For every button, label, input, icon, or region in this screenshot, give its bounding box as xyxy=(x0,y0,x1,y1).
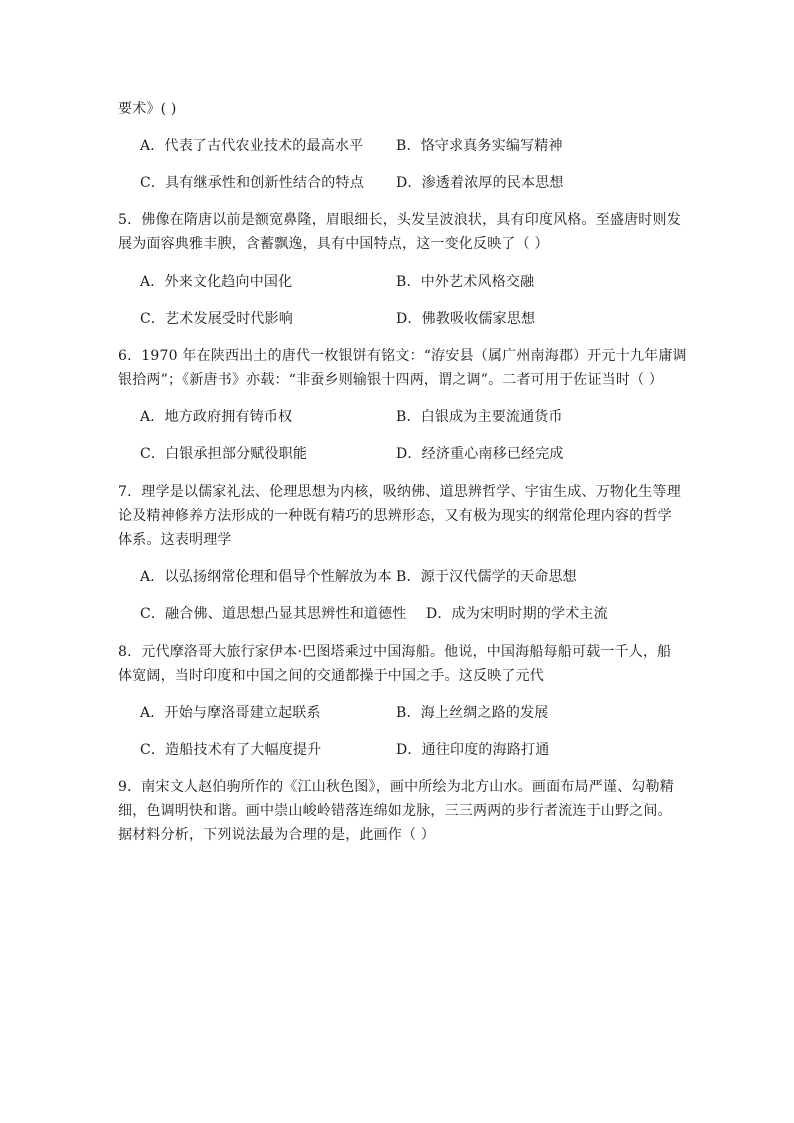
q5-option-c[interactable]: C．艺术发展受时代影响 xyxy=(140,311,293,327)
q7-stem-line3: 体系。这表明理学 xyxy=(118,532,232,548)
q6-stem-line2: 银拾两”；《新唐书》亦载：“非蚕乡则输银十四两，谓之调”。二者可用于佐证当时（ ） xyxy=(118,372,664,388)
q6-option-d[interactable]: D．经济重心南移已经完成 xyxy=(396,446,564,462)
q4-option-b[interactable]: B．恪守求真务实编写精神 xyxy=(396,138,563,154)
q9-stem-line1: 9．南宋文人赵伯驹所作的《江山秋色图》，画中所绘为北方山水。画面布局严谨、勾勒精 xyxy=(118,779,674,795)
q5-option-a[interactable]: A．外来文化趋向中国化 xyxy=(140,274,293,290)
q6-option-c[interactable]: C．白银承担部分赋役职能 xyxy=(140,446,308,462)
q5-stem-line1: 5．佛像在隋唐以前是额宽鼻隆，眉眼细长，头发呈波浪状，具有印度风格。至盛唐时则发 xyxy=(118,212,681,228)
q8-option-a[interactable]: A．开始与摩洛哥建立起联系 xyxy=(140,705,321,721)
q7-stem-line2: 论及精神修养方法形成的一种既有精巧的思辨形态，又有极为现实的纲常伦理内容的哲学 xyxy=(118,508,672,524)
q6-option-a[interactable]: A．地方政府拥有铸币权 xyxy=(140,409,293,425)
q4-option-c[interactable]: C．具有继承性和创新性结合的特点 xyxy=(140,175,364,191)
q7-option-d[interactable]: D．成为宋明时期的学术主流 xyxy=(426,606,608,622)
q6-option-b[interactable]: B．白银成为主要流通货币 xyxy=(396,409,563,425)
q4-option-a[interactable]: A．代表了古代农业技术的最高水平 xyxy=(140,138,364,154)
q4-stem-tail: 要术》( ) xyxy=(118,101,177,117)
q7-option-c[interactable]: C．融合佛、道思想凸显其思辨性和道德性 xyxy=(140,606,407,622)
q7-option-b[interactable]: B．源于汉代儒学的天命思想 xyxy=(396,569,577,585)
q7-stem-line1: 7．理学是以儒家礼法、伦理思想为内核，吸纳佛、道思辨哲学、宇宙生成、万物化生等理 xyxy=(118,484,681,500)
q8-option-d[interactable]: D．通往印度的海路打通 xyxy=(396,742,550,758)
q5-option-d[interactable]: D．佛教吸收儒家思想 xyxy=(396,311,536,327)
q9-stem-line2: 细，色调明快和谐。画中崇山峻岭错落连绵如龙脉，三三两两的步行者流连于山野之间。 xyxy=(118,803,672,819)
q5-stem-line2: 展为面容典雅丰腴，含蓄飘逸，具有中国特点，这一变化反映了（ ） xyxy=(118,236,549,252)
q7-option-a[interactable]: A．以弘扬纲常伦理和倡导个性解放为本 xyxy=(140,569,392,585)
q8-stem-line2: 体宽阔，当时印度和中国之间的交通都操于中国之手。这反映了元代 xyxy=(118,668,544,684)
q8-option-b[interactable]: B．海上丝绸之路的发展 xyxy=(396,705,549,721)
q8-option-c[interactable]: C．造船技术有了大幅度提升 xyxy=(140,742,322,758)
q6-stem-line1: 6．1970 年在陕西出土的唐代一枚银饼有铭文：“洊安县（属广州南海郡）开元十九年庸调 xyxy=(118,348,687,364)
q4-option-d[interactable]: D．渗透着浓厚的民本思想 xyxy=(396,175,564,191)
q8-stem-line1: 8．元代摩洛哥大旅行家伊本·巴图塔乘过中国海船。他说，中国海船每船可载一千人，船 xyxy=(118,644,672,660)
q9-stem-line3: 据材料分析，下列说法最为合理的是，此画作（ ） xyxy=(118,827,436,843)
q5-option-b[interactable]: B．中外艺术风格交融 xyxy=(396,274,535,290)
